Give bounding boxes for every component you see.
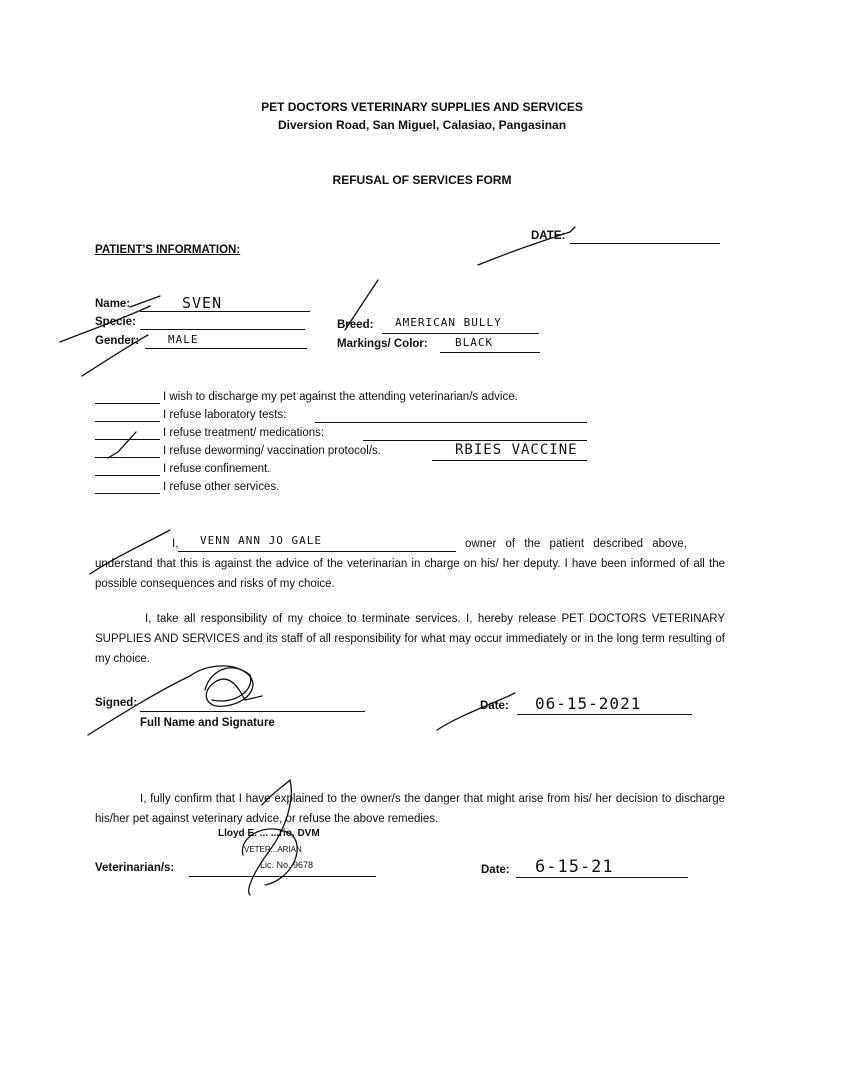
vet-signature-loop — [242, 829, 297, 885]
name-label: Name: — [95, 298, 131, 310]
vet-label: Veterinarian/s: — [95, 862, 175, 874]
option-detail-value: RBIES VACCINE — [455, 442, 578, 458]
signature-caption: Full Name and Signature — [140, 717, 275, 729]
breed-pen-stroke — [345, 280, 378, 330]
owner-date-label: Date: — [480, 700, 509, 712]
left-margin-stroke-2 — [82, 335, 148, 376]
company-name: PET DOCTORS VETERINARY SUPPLIES AND SERVICES — [261, 100, 583, 114]
option-label: I refuse treatment/ medications: — [163, 427, 325, 439]
owner-statement-text: understand that this is against the advice of the veterinarian in charge on his/ her deputy. I have been informed of all the possible consequences and risks of my choice. — [95, 558, 725, 590]
option-label: I wish to discharge my pet against the attending veterinarian/s advice. — [163, 391, 518, 403]
option-label: I refuse laboratory tests: — [163, 409, 287, 421]
specie-label: Specie: — [95, 316, 136, 328]
date-pen-stroke — [478, 227, 575, 265]
stamp-name: Lloyd E. ... ...rio, DVM — [218, 828, 320, 839]
option-label: I refuse other services. — [163, 481, 280, 493]
option-label: I refuse confinement. — [163, 463, 271, 475]
patient-info-heading: PATIENT'S INFORMATION: — [95, 244, 241, 256]
markings-label: Markings/ Color: — [337, 338, 428, 350]
owner-date-value: 06-15-2021 — [535, 694, 642, 713]
form-title: REFUSAL OF SERVICES FORM — [332, 173, 512, 187]
option-label: I refuse deworming/ vaccination protocol/s. — [163, 445, 381, 457]
owner-pen-stroke — [90, 530, 170, 574]
vet-signature — [249, 780, 292, 895]
gender-value: MALE — [168, 333, 199, 346]
signed-label: Signed: — [95, 697, 138, 709]
owner-signature — [88, 666, 262, 735]
owner-name-value: VENN ANN JO GALE — [200, 534, 322, 547]
gender-label: Gender: — [95, 335, 140, 347]
stamp-title: VETER...ARIAN — [244, 845, 302, 854]
checkmark-stroke — [108, 432, 136, 458]
company-address: Diversion Road, San Miguel, Calasiao, Pangasinan — [277, 118, 567, 132]
breed-label: Breed: — [337, 319, 374, 331]
stamp-license: Lic. No. 9678 — [260, 860, 314, 870]
vet-date-value: 6-15-21 — [535, 857, 614, 877]
breed-value: AMERICAN BULLY — [395, 316, 502, 329]
owner-statement-line1: owner of the patient described above, — [465, 538, 687, 550]
name-pen-stroke — [130, 296, 160, 307]
vet-confirmation-text: I, fully confirm that I have explained to the owner/s the danger that might arise from his/ her decision to discharge his/her pet against veterinary advice, or refuse the above remedies. — [95, 793, 725, 825]
date-label: DATE: — [531, 230, 566, 242]
owner-statement-prefix: I, — [172, 538, 179, 550]
left-margin-stroke-1 — [60, 306, 150, 342]
markings-value: BLACK — [455, 336, 494, 349]
vet-date-label: Date: — [481, 864, 510, 876]
responsibility-text: I, take all responsibility of my choice to terminate services. I, hereby release PET DOCTORS VETERINARY SUPPLIES AND SERVICES and its staff of all responsibility for what may occur immediately or in the long term resulting of my choice. — [95, 613, 725, 665]
date-check-stroke — [437, 693, 515, 730]
name-value: SVEN — [182, 294, 223, 312]
